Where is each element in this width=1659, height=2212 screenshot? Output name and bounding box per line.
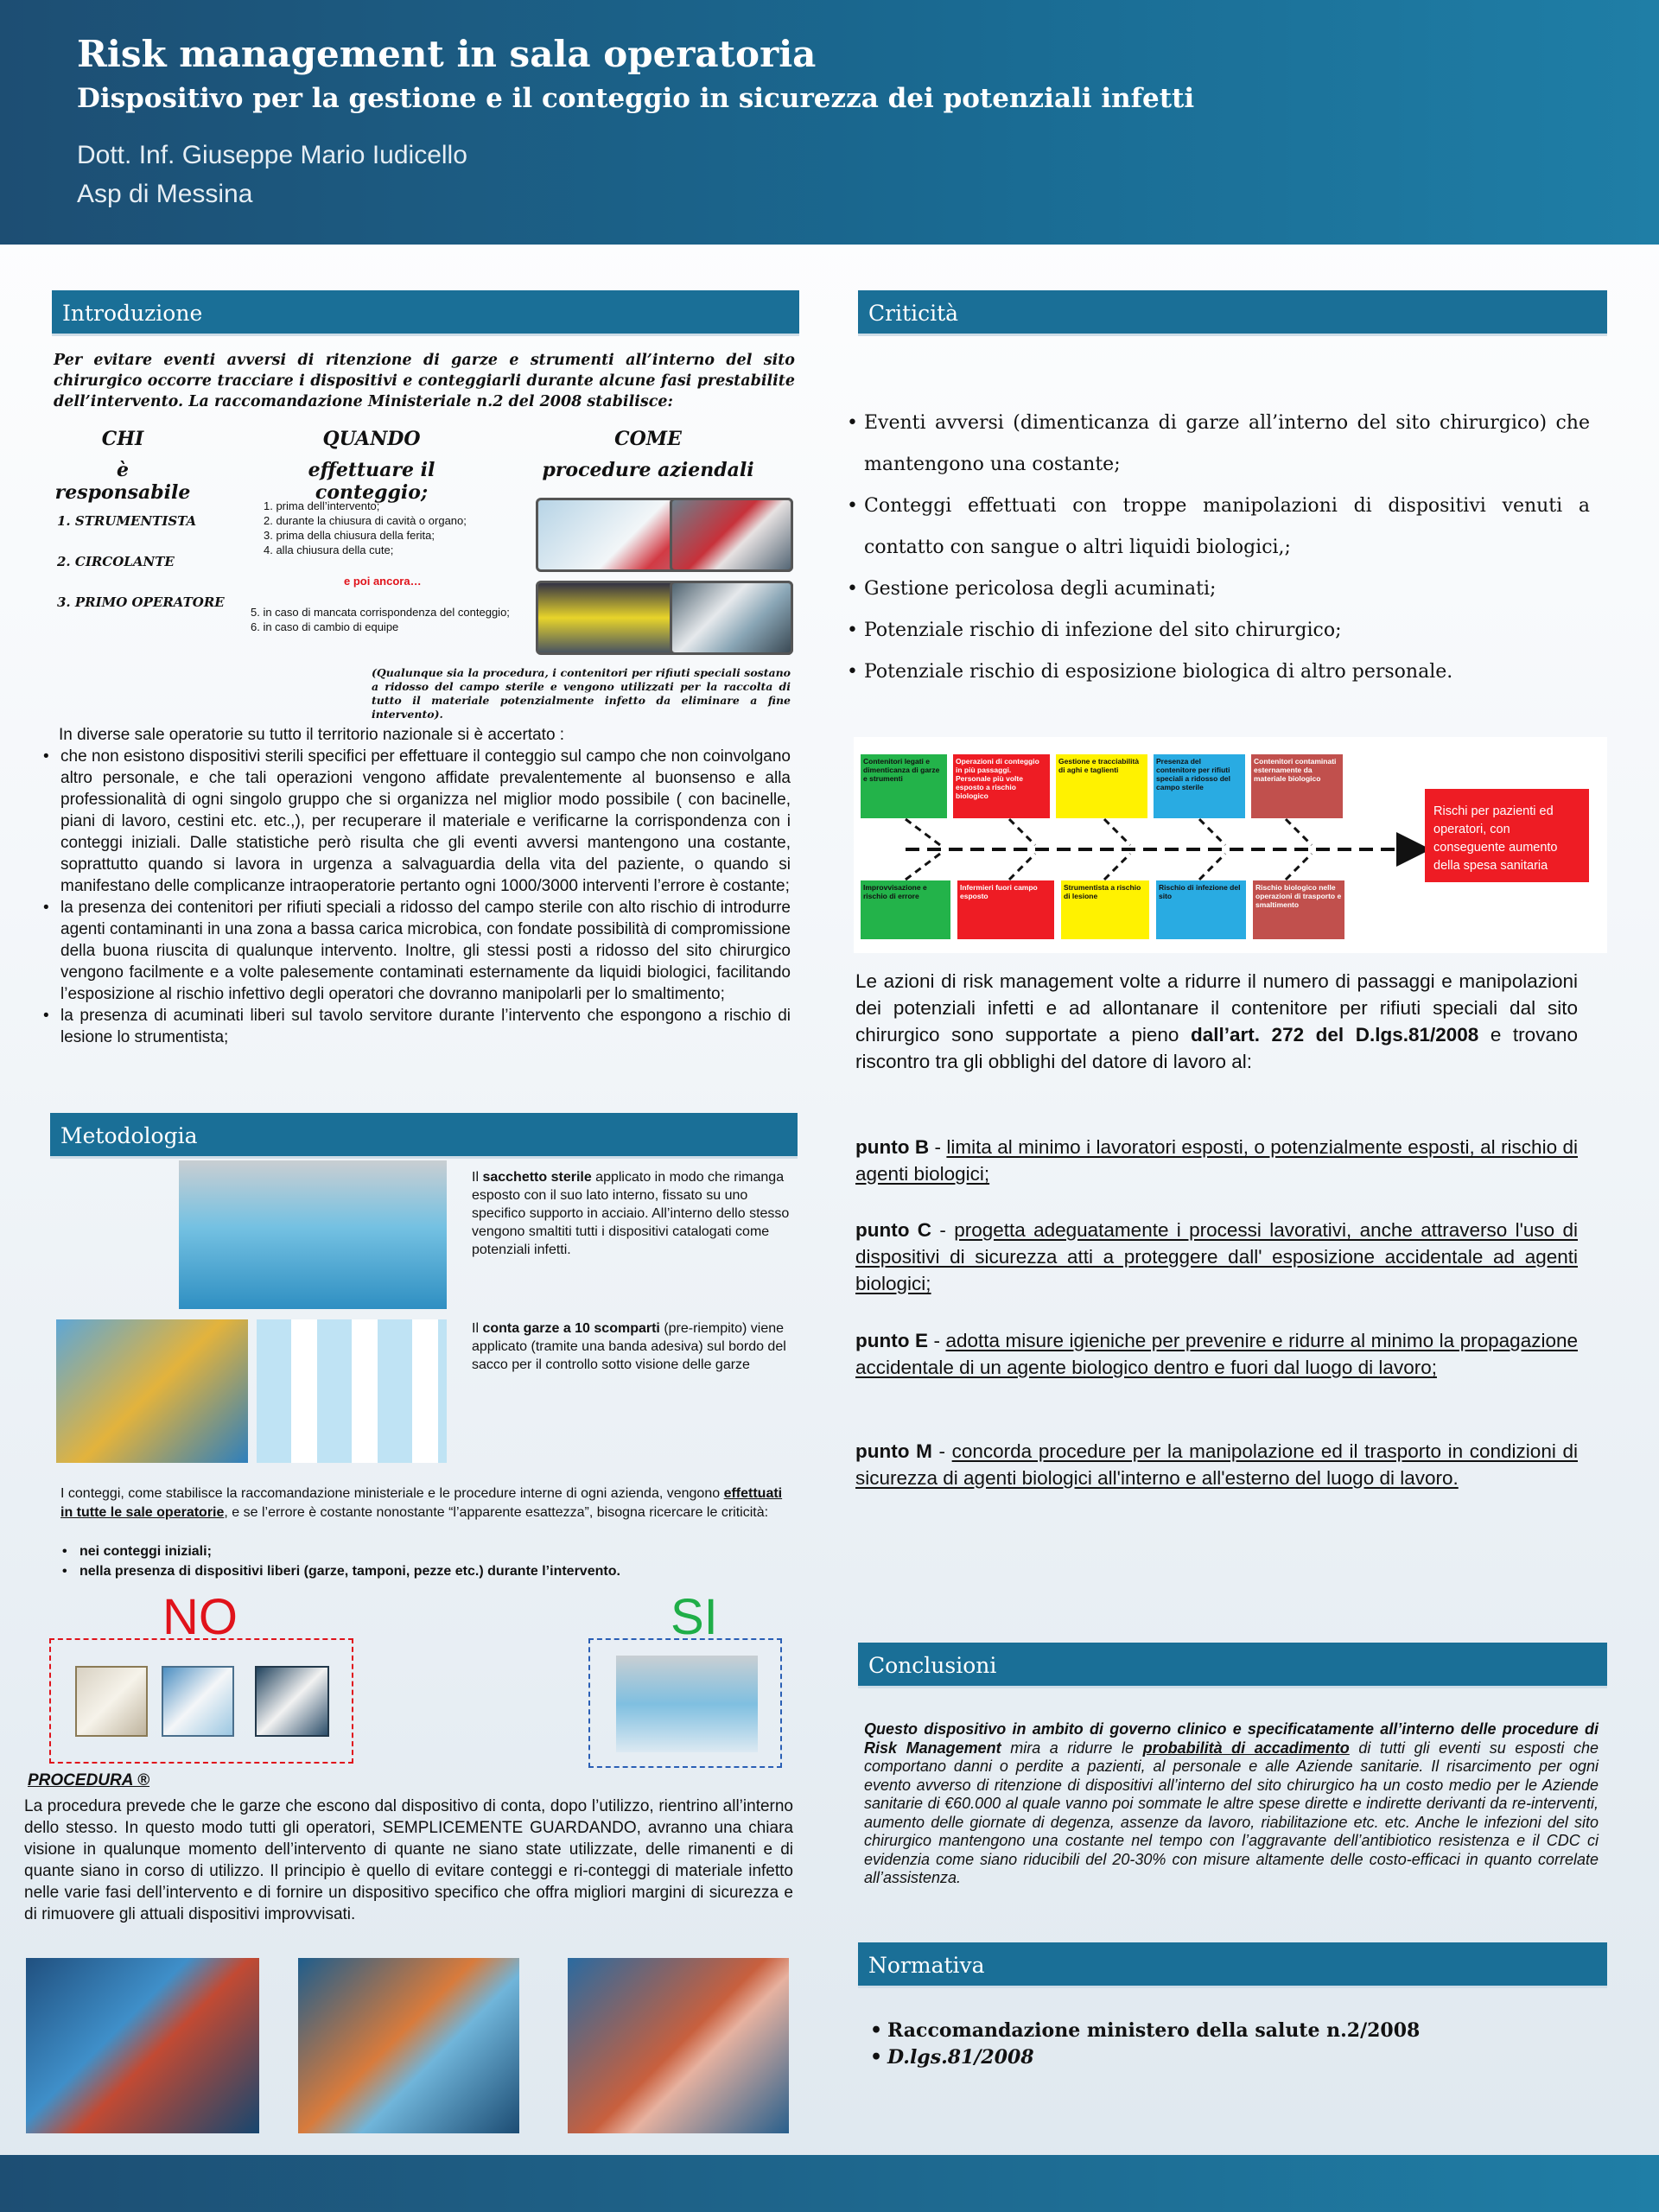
metodologia-text3 bbox=[60, 1484, 797, 1522]
fishbone-effect: Rischio biologico nelle operazioni di trasporto e smaltimento bbox=[1253, 880, 1344, 939]
criticita-bullet: • Eventi avversi (dimenticanza di garze all’interno del sito chirurgico) che mantengono una costante; bbox=[845, 403, 1590, 486]
photo-procedure-2 bbox=[670, 498, 793, 572]
normativa-item: • Raccomandazione ministero della salute n.2/2008 bbox=[868, 2018, 1594, 2044]
procedura-text: La procedura prevede che le garze che escono dal dispositivo di conta, dopo l’utilizzo, rientrino all’interno dello stesso. In questo modo tutti gli operatori, SEMPLICEMENTE GUARDANDO, avranno una chiara visione in qualunque momento dell’intervento di quante ne siano state utilizzate, delle rimanenti e di quante siano in corso di utilizzo. Il principio è quello di evitare conteggi e ri-conteggi di materiale infetto nelle varie fasi dell’intervento e di fornire un dispositivo specifico che offra migliori margini di sicurezza e di rimuovere gli attuali dispositivi improvvisati. bbox=[24, 1797, 793, 1923]
photo-operation-3 bbox=[568, 1958, 789, 2133]
text2-bold: conta garze a 10 scomparti bbox=[482, 1321, 660, 1336]
section-heading-conclusioni: Conclusioni bbox=[858, 1643, 1607, 1688]
photo-gauze-basket bbox=[255, 1666, 329, 1737]
photo-conta-garze-2 bbox=[257, 1319, 447, 1463]
normativa-item: • D.lgs.81/2008 bbox=[868, 2044, 1594, 2071]
introduzione-para-intro: In diverse sale operatorie su tutto il territorio nazionale si è accertato : bbox=[59, 726, 565, 744]
metodologia-bullets bbox=[60, 1541, 797, 1581]
azioni-point-m: punto M - concorda procedure per la manipolazione ed il trasporto in condizioni di sicurezza di agenti biologici all'interno e all'esterno del luogo di lavoro. bbox=[855, 1440, 1578, 1489]
photo-procedure-4 bbox=[670, 581, 793, 655]
photo-conta-garze-1 bbox=[56, 1319, 248, 1463]
azioni-point-e: punto E - adotta misure igieniche per prevenire e ridurre al minimo la propagazione accidentale di un agente biologico dentro e fuori dal luogo di lavoro; bbox=[855, 1330, 1578, 1378]
photo-dispositivo bbox=[616, 1656, 758, 1752]
photo-operation-2 bbox=[298, 1958, 519, 2133]
metodologia-text1 bbox=[472, 1168, 794, 1259]
photo-gauze-table bbox=[162, 1666, 234, 1737]
when-item: 2. durante la chiusura di cavità o organo; bbox=[264, 514, 467, 527]
text3-post: , e se l’errore è costante nonostante “l’apparente esattezza”, bisogna ricercare le criticità: bbox=[224, 1505, 769, 1520]
introduzione-bullets bbox=[41, 746, 791, 1048]
text1-post: applicato in modo che rimanga esposto con il suo lato interno, fissato su uno specifico supporto in acciaio. All’interno dello stesso vengono smaltiti tutti i dispositivi catalogati come potenziali infetti. bbox=[472, 1170, 790, 1257]
poster-affiliation: Asp di Messina bbox=[77, 180, 253, 208]
text3-pre: I conteggi, come stabilisce la raccomandazione ministeriale e le procedure interne di ogni azienda, vengono bbox=[60, 1486, 724, 1501]
poster-header bbox=[0, 0, 1659, 245]
no-examples-box bbox=[49, 1638, 353, 1764]
chi-title-line1: CHI bbox=[101, 428, 144, 450]
photo-gauze-bowl bbox=[75, 1666, 148, 1737]
conclusioni-underline: probabilità di accadimento bbox=[1142, 1738, 1350, 1757]
quando-title-line1: QUANDO bbox=[322, 428, 421, 450]
metodologia-bullet: • nella presenza di dispositivi liberi (garze, tamponi, pezze etc.) durante l’intervento. bbox=[60, 1561, 797, 1581]
when-extra-item: 5. in caso di mancata corrispondenza del conteggio; bbox=[251, 606, 510, 619]
conclusioni-text bbox=[864, 1720, 1599, 1888]
fishbone-result: Rischi per pazienti ed operatori, con conseguente aumento della spesa sanitaria bbox=[1425, 789, 1589, 882]
azioni-intro-bold: dall’art. 272 del D.lgs.81/2008 bbox=[1190, 1024, 1479, 1046]
conclusioni-part: di tutti gli eventi su esposti che comportano danni o perdite a pazienti, al personale e alle Aziende sanitarie. Il risarcimento per ogni evento avverso di ritenzione di dispositivi all’interno del sito chirurgico ha un costo medio per le Aziende sanitarie di €60.000 al quale vanno poi sommate le altre spese dirette e indirette derivanti da re-interventi, aumento delle giornate di degenza, assenze da lavoro, riabilitazione etc. etc. Anche le infezioni del sito chirurgico mantengono una costante nel tempo con l’aggravante dell’antibiotico resistenza e il CDC ci evidenzia come siano riducibili del 20-30% con misure altamente delle costo-efficaci in quanto correlate all’assistenza. bbox=[864, 1738, 1599, 1886]
quando-title bbox=[251, 428, 493, 504]
criticita-bullets bbox=[845, 403, 1590, 693]
criticita-bullet: • Gestione pericolosa degli acuminati; bbox=[845, 569, 1590, 610]
poster-author: Dott. Inf. Giuseppe Mario Iudicello bbox=[77, 141, 467, 169]
text3-bold: effettuati in tutte le sale operatorie bbox=[60, 1486, 783, 1520]
when-item: 3. prima della chiusura della ferita; bbox=[264, 529, 435, 542]
criticita-bullet: • Conteggi effettuati con troppe manipolazioni di dispositivi venuti a contatto con sangue o altri liquidi biologici,; bbox=[845, 486, 1590, 569]
criticita-bullet: • Potenziale rischio di esposizione biologica di altro personale. bbox=[845, 652, 1590, 693]
point-text: limita al minimo i lavoratori esposti, o potenzialmente esposti, al rischio di agenti biologici; bbox=[855, 1136, 1578, 1185]
poster-subtitle: Dispositivo per la gestione e il conteggio in sicurezza dei potenziali infetti bbox=[77, 83, 1195, 114]
azioni-intro-post: e trovano riscontro tra gli obblighi del datore di lavoro al: bbox=[855, 1024, 1578, 1072]
when-item: 1. prima dell’intervento; bbox=[264, 499, 380, 512]
photo-caption: (Qualunque sia la procedura, i contenitori per rifiuti speciali sostano a ridosso del campo sterile e vengono utilizzati per la raccolta di tutto il materiale potenzialmente infetto da eliminare a fine intervento). bbox=[372, 666, 791, 721]
section-heading-metodologia: Metodologia bbox=[50, 1113, 798, 1159]
azioni-intro bbox=[855, 968, 1578, 1075]
fishbone-effect: Improvvisazione e rischio di errore bbox=[861, 880, 950, 939]
point-text: adotta misure igieniche per prevenire e ridurre al minimo la propagazione accidentale di un agente biologico dentro e fuori dal luogo di lavoro; bbox=[855, 1330, 1578, 1378]
azioni-intro-pre: Le azioni di risk management volte a ridurre il numero di passaggi e manipolazioni dei potenziali infetti e ad allontanare il contenitore per rifiuti speciali dal sito chirurgico sono supportate a pieno bbox=[855, 970, 1578, 1046]
section-heading-introduzione: Introduzione bbox=[52, 290, 799, 336]
poster-title: Risk management in sala operatoria bbox=[77, 33, 817, 75]
fishbone-cause: Operazioni di conteggio in più passaggi. Personale più volte esposto a rischio biologico bbox=[953, 754, 1050, 818]
when-item: 4. alla chiusura della cute; bbox=[264, 543, 394, 556]
normativa-list bbox=[868, 2018, 1594, 2071]
introduzione-bullet: • la presenza dei contenitori per rifiuti speciali a ridosso del campo sterile con alto rischio di introdurre agenti contaminanti in una zona a bassa carica microbica, con fondate possibilità di compromissione della buona riuscita di qualunque intervento. Inoltre, gli stessi posti a ridosso del sito chirurgico vengono facilmente e a volte palesemente contaminati esternamente da liquidi biologici, facilitando l’esposizione al rischio infettivo degli operatori che dovranno manipolarli per lo smaltimento; bbox=[41, 897, 791, 1005]
chi-title-line2: è responsabile bbox=[54, 459, 191, 504]
fishbone-cause: Presenza del contenitore per rifiuti speciali a ridosso del campo sterile bbox=[1154, 754, 1245, 818]
point-text: progetta adeguatamente i processi lavorativi, anche attraverso l'uso di dispositivi di sicurezza atti a proteggere dall' esposizione accidentale ad agenti biologici; bbox=[855, 1219, 1578, 1294]
point-label: punto E bbox=[855, 1330, 928, 1351]
fishbone-effect: Strumentista a rischio di lesione bbox=[1061, 880, 1149, 939]
role-circolante: 2. CIRCOLANTE bbox=[57, 554, 175, 569]
point-text: concorda procedure per la manipolazione ed il trasporto in condizioni di sicurezza di agenti biologici all'interno e all'esterno del luogo di lavoro. bbox=[855, 1440, 1578, 1489]
azioni-point-b: punto B - limita al minimo i lavoratori esposti, o potenzialmente esposti, al rischio di agenti biologici; bbox=[855, 1136, 1578, 1185]
text1-bold: sacchetto sterile bbox=[482, 1170, 592, 1185]
e-poi-ancora: e poi ancora… bbox=[344, 575, 422, 588]
criticita-bullet: • Potenziale rischio di infezione del sito chirurgico; bbox=[845, 610, 1590, 652]
text1-pre: Il bbox=[472, 1170, 483, 1185]
photo-sacchetto-sterile bbox=[179, 1160, 447, 1309]
come-title-line1: COME bbox=[614, 428, 682, 450]
text2-pre: Il bbox=[472, 1321, 483, 1336]
metodologia-text2 bbox=[472, 1319, 794, 1374]
text2-post: (pre-riempito) viene applicato (tramite una banda adesiva) sul bordo del sacco per il controllo sotto visione delle garze bbox=[472, 1321, 786, 1372]
procedura-title: PROCEDURA ® bbox=[28, 1771, 150, 1789]
introduzione-lead: Per evitare eventi avversi di ritenzione di garze e strumenti all’interno del sito chirurgico occorre tracciare i dispositivi e conteggiarli durante alcune fasi prestabilite dell’intervento. La raccomandazione Ministeriale n.2 del 2008 stabilisce: bbox=[54, 352, 795, 410]
photo-operation-1 bbox=[26, 1958, 259, 2133]
when-extra-list bbox=[251, 605, 510, 634]
introduzione-bullet: • che non esistono dispositivi sterili specifici per effettuare il conteggio sul campo che non coinvolgano altro personale, e che tali operazioni vengono affidate prevalentemente al buonsenso e alla professionalità di ogni singolo gruppo che si organizza nel miglior modo possibile ( con bacinelle, piani di lavoro, cestini etc. etc.,), per recuperare il materiale e verificarne la corrispondenza con i conteggi iniziali. Dalle statistiche però risulta che gli eventi avversi mantengono una costante, soprattutto quando si lavora in urgenza a salvaguardia della vita del paziente, o quando si manifestano delle complicanze intraoperatorie pertanto ogni 1000/3000 interventi l’errore è costante; bbox=[41, 746, 791, 897]
no-label: NO bbox=[162, 1589, 238, 1645]
poster-footer bbox=[0, 2155, 1659, 2212]
azioni-point-c: punto C - progetta adeguatamente i processi lavorativi, anche attraverso l'uso di dispositivi di sicurezza atti a proteggere dall' esposizione accidentale ad agenti biologici; bbox=[855, 1219, 1578, 1294]
fishbone-cause: Contenitori contaminati esternamente da materiale biologico bbox=[1251, 754, 1343, 818]
point-label: punto M bbox=[855, 1440, 932, 1462]
fishbone-effect: Infermieri fuori campo esposto bbox=[957, 880, 1054, 939]
fishbone-cause: Gestione e tracciabilità di aghi e taglienti bbox=[1056, 754, 1147, 818]
quando-title-line2: effettuare il conteggio; bbox=[308, 459, 435, 504]
fishbone-cause: Contenitori legati e dimenticanza di garze e strumenti bbox=[861, 754, 947, 818]
role-primo-operatore: 3. PRIMO OPERATORE bbox=[57, 594, 225, 610]
point-label: punto B bbox=[855, 1136, 930, 1158]
fishbone-diagram bbox=[854, 737, 1607, 953]
when-list bbox=[264, 499, 523, 557]
fishbone-effect: Rischio di infezione del sito bbox=[1156, 880, 1246, 939]
point-label: punto C bbox=[855, 1219, 932, 1241]
conclusioni-part: mira a ridurre le bbox=[1001, 1738, 1143, 1757]
role-strumentista: 1. STRUMENTISTA bbox=[57, 513, 197, 529]
introduzione-bullet: • la presenza di acuminati liberi sul tavolo servitore durante l’intervento che espongono a rischio di lesione lo strumentista; bbox=[41, 1005, 791, 1048]
chi-title bbox=[54, 428, 192, 504]
conclusioni-bold: Questo dispositivo in ambito di governo clinico e specificatamente all’interno delle procedure di Risk Management bbox=[864, 1720, 1599, 1757]
come-title-line2: procedure aziendali bbox=[542, 459, 754, 481]
come-title bbox=[536, 428, 760, 481]
metodologia-bullet: • nei conteggi iniziali; bbox=[60, 1541, 797, 1561]
si-label: SI bbox=[671, 1589, 718, 1645]
when-extra-item: 6. in caso di cambio di equipe bbox=[251, 620, 399, 633]
section-heading-normativa: Normativa bbox=[858, 1942, 1607, 1988]
si-example-box bbox=[588, 1638, 782, 1768]
section-heading-criticita: Criticità bbox=[858, 290, 1607, 336]
